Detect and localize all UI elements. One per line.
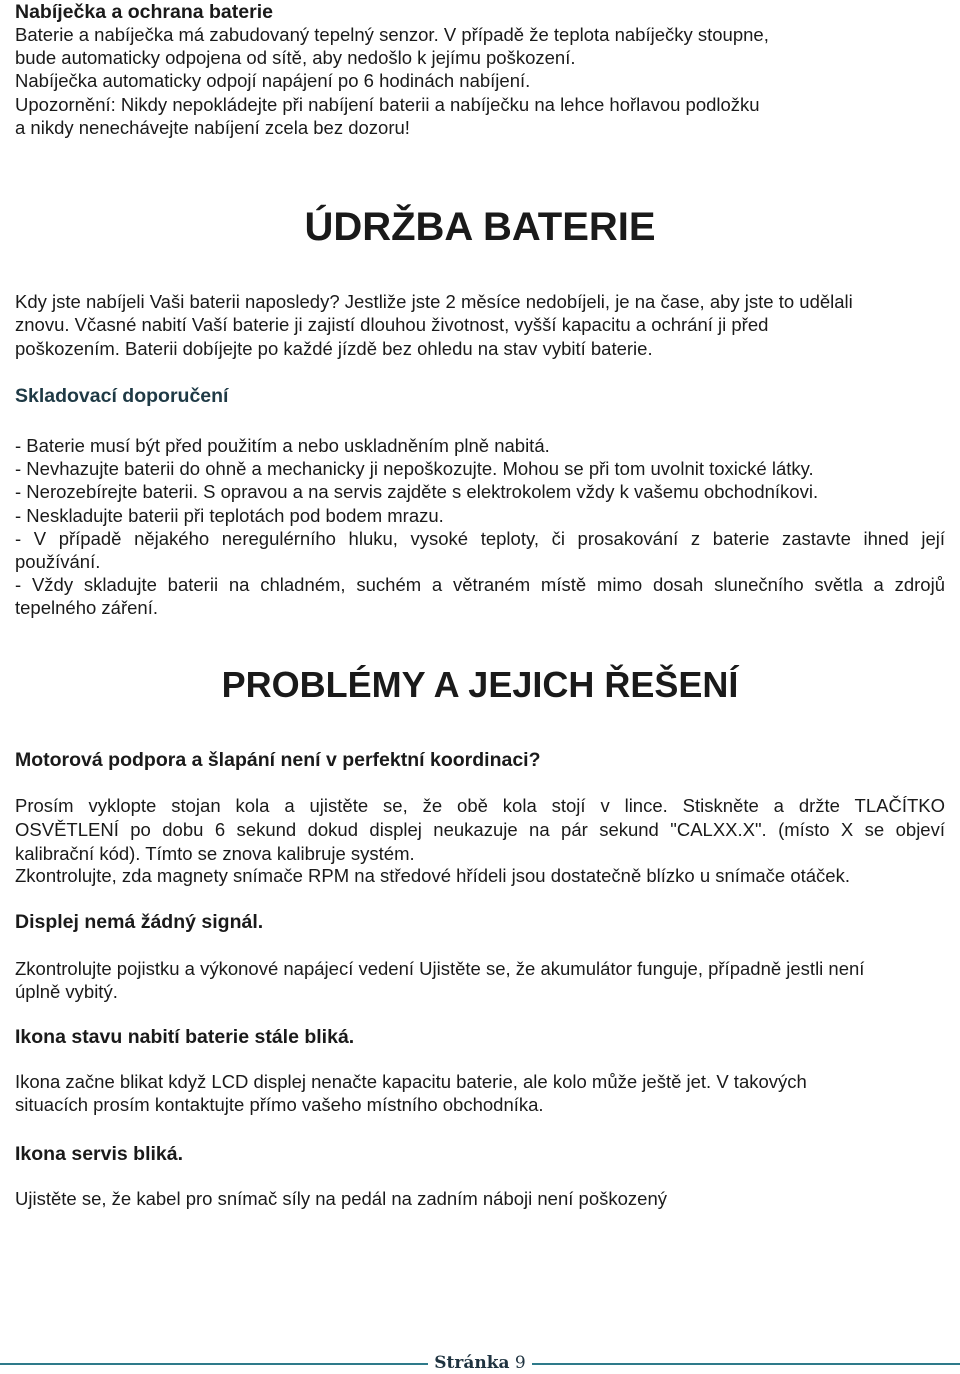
paragraph-line: Prosím vyklopte stojan kola a ujistěte se, že obě kola stojí v lince. Stiskněte a držte TLAČÍTKO [15,795,945,816]
paragraph-line: OSVĚTLENÍ po dobu 6 sekund dokud displej neukazuje na pár sekund "CALXX.X". (místo X se objeví [15,819,945,840]
paragraph-line: Zkontrolujte, zda magnety snímače RPM na středové hřídeli jsou dostatečně blízko u snímače otáček. [15,865,850,886]
page-label: Stránka [434,1353,510,1373]
paragraph-line: Zkontrolujte pojistku a výkonové napájecí vedení Ujistěte se, že akumulátor funguje, případně jestli není [15,958,865,979]
list-item: - Vždy skladujte baterii na chladném, suchém a větraném místě mimo dosah slunečního světla a zdrojů [15,574,945,595]
paragraph-line: bude automaticky odpojena od sítě, aby nedošlo k jejímu poškození. [15,47,576,68]
heading-maintenance: ÚDRŽBA BATERIE [304,205,656,249]
paragraph-line: poškozením. Baterii dobíjejte po každé jízdě bez ohledu na stav vybití baterie. [15,338,653,359]
paragraph-line: Kdy jste nabíjeli Vaši baterii naposledy? Jestliže jste 2 měsíce nedobíjeli, je na čase, aby jste to udělali [15,291,853,312]
heading-storage: Skladovací doporučení [15,385,229,407]
question-heading: Motorová podpora a šlapání není v perfektní koordinaci? [15,749,541,771]
question-heading: Ikona servis bliká. [15,1143,184,1165]
list-item-continued: používání. [15,551,101,572]
list-item-continued: tepelného záření. [15,597,158,618]
heading-problems: PROBLÉMY A JEJICH ŘEŠENÍ [221,664,739,705]
paragraph-line: Ikona začne blikat když LCD displej nenačte kapacitu baterie, ale kolo může ještě jet. V takových [15,1071,807,1092]
paragraph-line: Upozornění: Nikdy nepokládejte při nabíjení baterii a nabíječku na lehce hořlavou podložku [15,94,760,115]
footer-rule-left [0,1363,428,1365]
paragraph-line: Nabíječka automaticky odpojí napájení po 6 hodinách nabíjení. [15,70,531,91]
list-item: - Baterie musí být před použitím a nebo uskladněním plně nabitá. [15,435,550,456]
paragraph-line: kalibrační kód). Tímto se znova kalibruje systém. [15,843,415,864]
section-title-charger: Nabíječka a ochrana baterie [15,1,273,23]
paragraph-line: Baterie a nabíječka má zabudovaný tepelný senzor. V případě že teplota nabíječky stoupne, [15,24,769,45]
paragraph-line: úplně vybitý. [15,981,118,1002]
question-heading: Displej nemá žádný signál. [15,911,264,933]
page-number [432,1352,528,1374]
paragraph-line: situacích prosím kontaktujte přímo vašeho místního obchodníka. [15,1094,544,1115]
paragraph-line: znovu. Včasné nabití Vaší baterie ji zajistí dlouhou životnost, vyšší kapacitu a ochrání ji před [15,314,769,335]
list-item: - Nevhazujte baterii do ohně a mechanicky ji nepoškozujte. Mohou se při tom uvolnit toxické látky. [15,458,814,479]
list-item: - Nerozebírejte baterii. S opravou a na servis zajděte s elektrokolem vždy k vašemu obchodníkovi. [15,481,819,502]
list-item: - Neskladujte baterii při teplotách pod bodem mrazu. [15,505,444,526]
list-item: - V případě nějakého neregulérního hluku, vysoké teploty, či prosakování z baterie zastavte ihned její [15,528,945,549]
footer-rule-right [532,1363,960,1365]
paragraph-line: a nikdy nenechávejte nabíjení zcela bez dozoru! [15,117,410,138]
question-heading: Ikona stavu nabití baterie stále bliká. [15,1026,355,1048]
page-number-value: 9 [514,1353,526,1373]
paragraph-line: Ujistěte se, že kabel pro snímač síly na pedál na zadním náboji není poškozený [15,1188,667,1209]
